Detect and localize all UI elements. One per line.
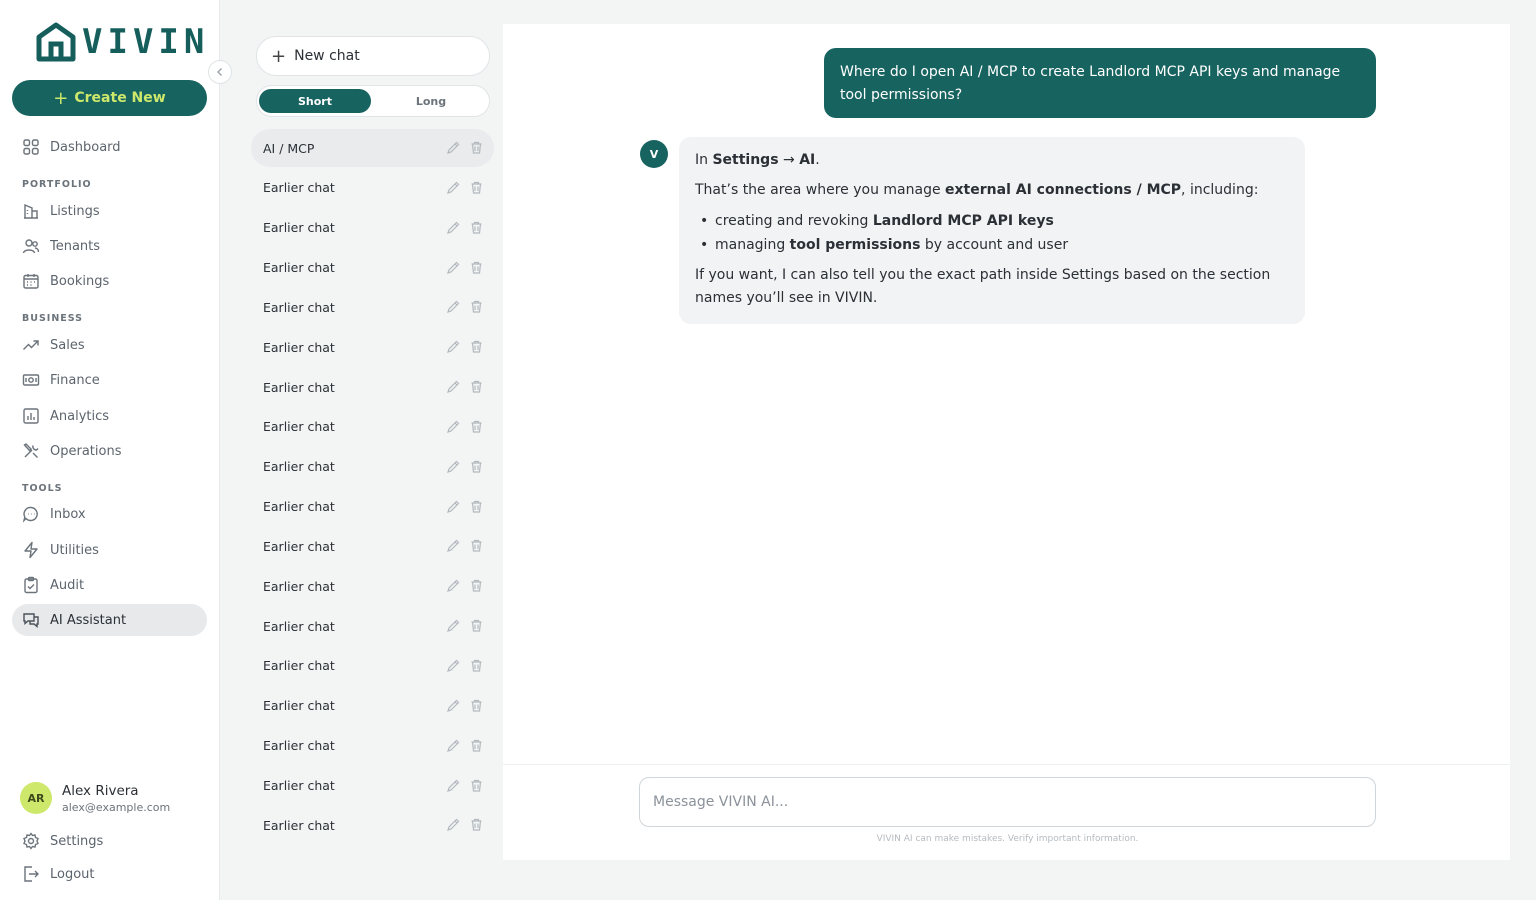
sidebar-item-finance[interactable] bbox=[12, 364, 207, 396]
trash-icon[interactable] bbox=[469, 459, 484, 474]
clipboard-check-icon bbox=[22, 576, 40, 594]
sidebar-item-label: Audit bbox=[50, 577, 85, 593]
edit-icon[interactable] bbox=[446, 339, 461, 354]
house-logo-icon bbox=[36, 22, 76, 62]
trash-icon[interactable] bbox=[469, 698, 484, 713]
text: In bbox=[695, 152, 713, 168]
sidebar-item-utilities[interactable] bbox=[12, 534, 207, 566]
conversation-title: Earlier chat bbox=[263, 578, 335, 594]
trash-icon[interactable] bbox=[469, 419, 484, 434]
message-circle-icon bbox=[22, 505, 40, 523]
users-icon bbox=[22, 237, 40, 255]
sidebar-item-label: Finance bbox=[50, 372, 100, 388]
assistant-line-1 bbox=[695, 149, 1289, 172]
edit-icon[interactable] bbox=[446, 817, 461, 832]
chat-bubbles-icon bbox=[22, 611, 40, 629]
collapse-sidebar-button[interactable] bbox=[208, 60, 232, 84]
conversation-title: Earlier chat bbox=[263, 379, 335, 395]
conversation-title: Earlier chat bbox=[263, 419, 335, 435]
tools-icon bbox=[22, 442, 40, 460]
conversation-panel bbox=[244, 24, 502, 860]
bar-chart-icon bbox=[22, 407, 40, 425]
assistant-message bbox=[679, 137, 1305, 324]
section-portfolio: PORTFOLIO bbox=[22, 179, 92, 190]
sidebar-item-ai-assistant[interactable] bbox=[12, 604, 207, 636]
conversation-actions bbox=[446, 459, 484, 474]
conversation-item[interactable] bbox=[251, 249, 494, 287]
sidebar-item-analytics[interactable] bbox=[12, 400, 207, 432]
conversation-actions bbox=[446, 658, 484, 673]
sidebar-item-label: Utilities bbox=[50, 542, 99, 558]
edit-icon[interactable] bbox=[446, 220, 461, 235]
trash-icon[interactable] bbox=[469, 220, 484, 235]
conversation-title: Earlier chat bbox=[263, 339, 335, 355]
bold-text: Settings bbox=[712, 152, 779, 168]
conversation-item[interactable] bbox=[251, 209, 494, 247]
avatar: AR bbox=[20, 782, 52, 814]
sidebar-item-label: Bookings bbox=[50, 273, 110, 289]
conversation-item[interactable] bbox=[251, 806, 494, 844]
conversation-item[interactable] bbox=[251, 727, 494, 765]
user-email: alex@example.com bbox=[62, 800, 171, 814]
conversation-item[interactable] bbox=[251, 767, 494, 805]
conversation-list bbox=[251, 129, 494, 846]
assistant-avatar: V bbox=[640, 140, 668, 168]
conversation-item[interactable] bbox=[251, 169, 494, 207]
sidebar-item-label: Analytics bbox=[50, 408, 110, 424]
trash-icon[interactable] bbox=[469, 499, 484, 514]
disclaimer-text: VIVIN AI can make mistakes. Verify important information. bbox=[876, 834, 1139, 844]
edit-icon[interactable] bbox=[446, 778, 461, 793]
brand-name: VIVIN bbox=[82, 22, 210, 62]
bold-text: AI bbox=[799, 152, 816, 168]
trash-icon[interactable] bbox=[469, 538, 484, 553]
user-message: Where do I open AI / MCP to create Landlord MCP API keys and manage tool permissions? bbox=[824, 48, 1376, 118]
trash-icon[interactable] bbox=[469, 738, 484, 753]
conversation-item[interactable] bbox=[251, 687, 494, 725]
plus-icon: + bbox=[53, 87, 69, 109]
edit-icon[interactable] bbox=[446, 180, 461, 195]
conversation-actions bbox=[446, 698, 484, 713]
sidebar-item-label: Tenants bbox=[50, 238, 101, 254]
conversation-actions bbox=[446, 339, 484, 354]
zap-icon bbox=[22, 541, 40, 559]
settings-label: Settings bbox=[50, 833, 104, 849]
conversation-item[interactable] bbox=[251, 607, 494, 645]
bullet-item bbox=[695, 209, 1289, 233]
sidebar-item-label: AI Assistant bbox=[50, 612, 127, 628]
conversation-actions bbox=[446, 180, 484, 195]
conversation-title: Earlier chat bbox=[263, 459, 335, 475]
logout-label: Logout bbox=[50, 866, 95, 882]
conversation-actions bbox=[446, 299, 484, 314]
banknote-icon bbox=[22, 371, 40, 389]
trash-icon[interactable] bbox=[469, 339, 484, 354]
conversation-actions bbox=[446, 260, 484, 275]
conversation-actions bbox=[446, 220, 484, 235]
sidebar-item-dashboard[interactable] bbox=[12, 131, 207, 163]
conversation-item[interactable] bbox=[251, 527, 494, 565]
conversation-item[interactable] bbox=[251, 488, 494, 526]
user-profile[interactable] bbox=[20, 782, 170, 814]
create-new-button[interactable] bbox=[12, 80, 207, 116]
conversation-item[interactable] bbox=[251, 448, 494, 486]
conversation-title: Earlier chat bbox=[263, 698, 335, 714]
conversation-title: Earlier chat bbox=[263, 817, 335, 833]
text: by account and user bbox=[920, 237, 1069, 253]
text: That’s the area where you manage bbox=[695, 182, 946, 198]
conversation-item[interactable] bbox=[251, 567, 494, 605]
conversation-title: Earlier chat bbox=[263, 778, 335, 793]
sidebar-item-bookings[interactable] bbox=[12, 265, 207, 297]
vivin-logo[interactable] bbox=[36, 22, 209, 62]
text: . bbox=[815, 152, 820, 168]
toggle-long[interactable]: Long bbox=[415, 94, 447, 108]
trash-icon[interactable] bbox=[469, 299, 484, 314]
sidebar-item-label: Operations bbox=[50, 443, 122, 459]
edit-icon[interactable] bbox=[446, 698, 461, 713]
conversation-title: Earlier chat bbox=[263, 538, 335, 554]
edit-icon[interactable] bbox=[446, 738, 461, 753]
sidebar-item-inbox[interactable] bbox=[12, 498, 207, 530]
sidebar-item-audit[interactable] bbox=[12, 569, 207, 601]
sidebar-item-operations[interactable] bbox=[12, 435, 207, 467]
conversation-title: Earlier chat bbox=[263, 738, 335, 754]
trash-icon[interactable] bbox=[469, 817, 484, 832]
trash-icon[interactable] bbox=[469, 379, 484, 394]
sidebar-item-label: Inbox bbox=[50, 506, 86, 522]
edit-icon[interactable] bbox=[446, 379, 461, 394]
bold-text: Landlord MCP API keys bbox=[872, 213, 1054, 229]
trash-icon[interactable] bbox=[469, 260, 484, 275]
conversation-actions bbox=[446, 618, 484, 633]
dashboard-icon bbox=[22, 138, 40, 156]
toggle-short[interactable]: Short bbox=[259, 89, 371, 113]
conversation-item[interactable] bbox=[251, 368, 494, 406]
trash-icon[interactable] bbox=[469, 140, 484, 155]
sidebar-item-tenants[interactable] bbox=[12, 230, 207, 262]
assistant-line-3: If you want, I can also tell you the exact path inside Settings based on the section names you’ll see in VIVIN. bbox=[695, 267, 1271, 306]
bullet-item bbox=[695, 233, 1289, 257]
edit-icon[interactable] bbox=[446, 618, 461, 633]
conversation-title: Earlier chat bbox=[263, 499, 335, 515]
text: , including: bbox=[1181, 182, 1259, 198]
chevron-left-icon bbox=[215, 67, 225, 77]
section-business: BUSINESS bbox=[22, 313, 84, 324]
conversation-actions bbox=[446, 499, 484, 514]
conversation-item[interactable] bbox=[251, 647, 494, 685]
gear-icon bbox=[22, 832, 40, 850]
divider bbox=[503, 764, 1510, 765]
trash-icon[interactable] bbox=[469, 180, 484, 195]
create-new-label: Create New bbox=[74, 90, 166, 106]
edit-icon[interactable] bbox=[446, 260, 461, 275]
bold-text: tool permissions bbox=[789, 237, 921, 253]
conversation-actions bbox=[446, 379, 484, 394]
chat-panel bbox=[503, 24, 1510, 860]
trash-icon[interactable] bbox=[469, 658, 484, 673]
trash-icon[interactable] bbox=[469, 778, 484, 793]
calendar-icon bbox=[22, 272, 40, 290]
sidebar-item-listings[interactable] bbox=[12, 195, 207, 227]
message-input[interactable] bbox=[639, 777, 1376, 827]
conversation-title: Earlier chat bbox=[263, 299, 335, 315]
edit-icon[interactable] bbox=[446, 538, 461, 553]
conversation-title: Earlier chat bbox=[263, 618, 335, 634]
conversation-item[interactable] bbox=[251, 408, 494, 446]
plus-icon: + bbox=[271, 45, 287, 67]
conversation-title: Earlier chat bbox=[263, 658, 335, 674]
new-chat-button[interactable] bbox=[256, 36, 490, 76]
text: creating and revoking bbox=[715, 213, 873, 229]
conversation-item[interactable] bbox=[251, 129, 494, 167]
conversation-title: Earlier chat bbox=[263, 180, 335, 196]
edit-icon[interactable] bbox=[446, 459, 461, 474]
conversation-title: AI / MCP bbox=[263, 140, 315, 156]
logout-icon bbox=[22, 865, 40, 883]
building-icon bbox=[22, 202, 40, 220]
assistant-bullets bbox=[695, 209, 1289, 257]
conversation-actions bbox=[446, 419, 484, 434]
user-name: Alex Rivera bbox=[62, 782, 139, 799]
sidebar-item-label: Sales bbox=[50, 337, 85, 353]
response-length-toggle bbox=[256, 85, 490, 117]
conversation-title: Earlier chat bbox=[263, 220, 335, 236]
trending-up-icon bbox=[22, 336, 40, 354]
trash-icon[interactable] bbox=[469, 618, 484, 633]
logout-link[interactable] bbox=[12, 858, 207, 890]
conversation-actions bbox=[446, 817, 484, 832]
new-chat-label: New chat bbox=[294, 48, 360, 64]
conversation-actions bbox=[446, 578, 484, 593]
arrow-text: → bbox=[778, 152, 800, 168]
conversation-actions bbox=[446, 140, 484, 155]
trash-icon[interactable] bbox=[469, 578, 484, 593]
conversation-item[interactable] bbox=[251, 288, 494, 326]
assistant-line-2 bbox=[695, 179, 1289, 202]
settings-link[interactable] bbox=[12, 825, 207, 857]
sidebar-item-sales[interactable] bbox=[12, 329, 207, 361]
edit-icon[interactable] bbox=[446, 499, 461, 514]
bold-text: external AI connections / MCP bbox=[945, 182, 1182, 198]
conversation-actions bbox=[446, 778, 484, 793]
section-tools: TOOLS bbox=[22, 483, 63, 494]
sidebar-item-label: Dashboard bbox=[50, 139, 121, 155]
edit-icon[interactable] bbox=[446, 140, 461, 155]
edit-icon[interactable] bbox=[446, 578, 461, 593]
text: managing bbox=[715, 237, 790, 253]
edit-icon[interactable] bbox=[446, 658, 461, 673]
conversation-actions bbox=[446, 738, 484, 753]
conversation-actions bbox=[446, 538, 484, 553]
conversation-item[interactable] bbox=[251, 328, 494, 366]
conversation-title: Earlier chat bbox=[263, 260, 335, 276]
edit-icon[interactable] bbox=[446, 419, 461, 434]
edit-icon[interactable] bbox=[446, 299, 461, 314]
sidebar-item-label: Listings bbox=[50, 203, 100, 219]
sidebar bbox=[0, 0, 220, 900]
